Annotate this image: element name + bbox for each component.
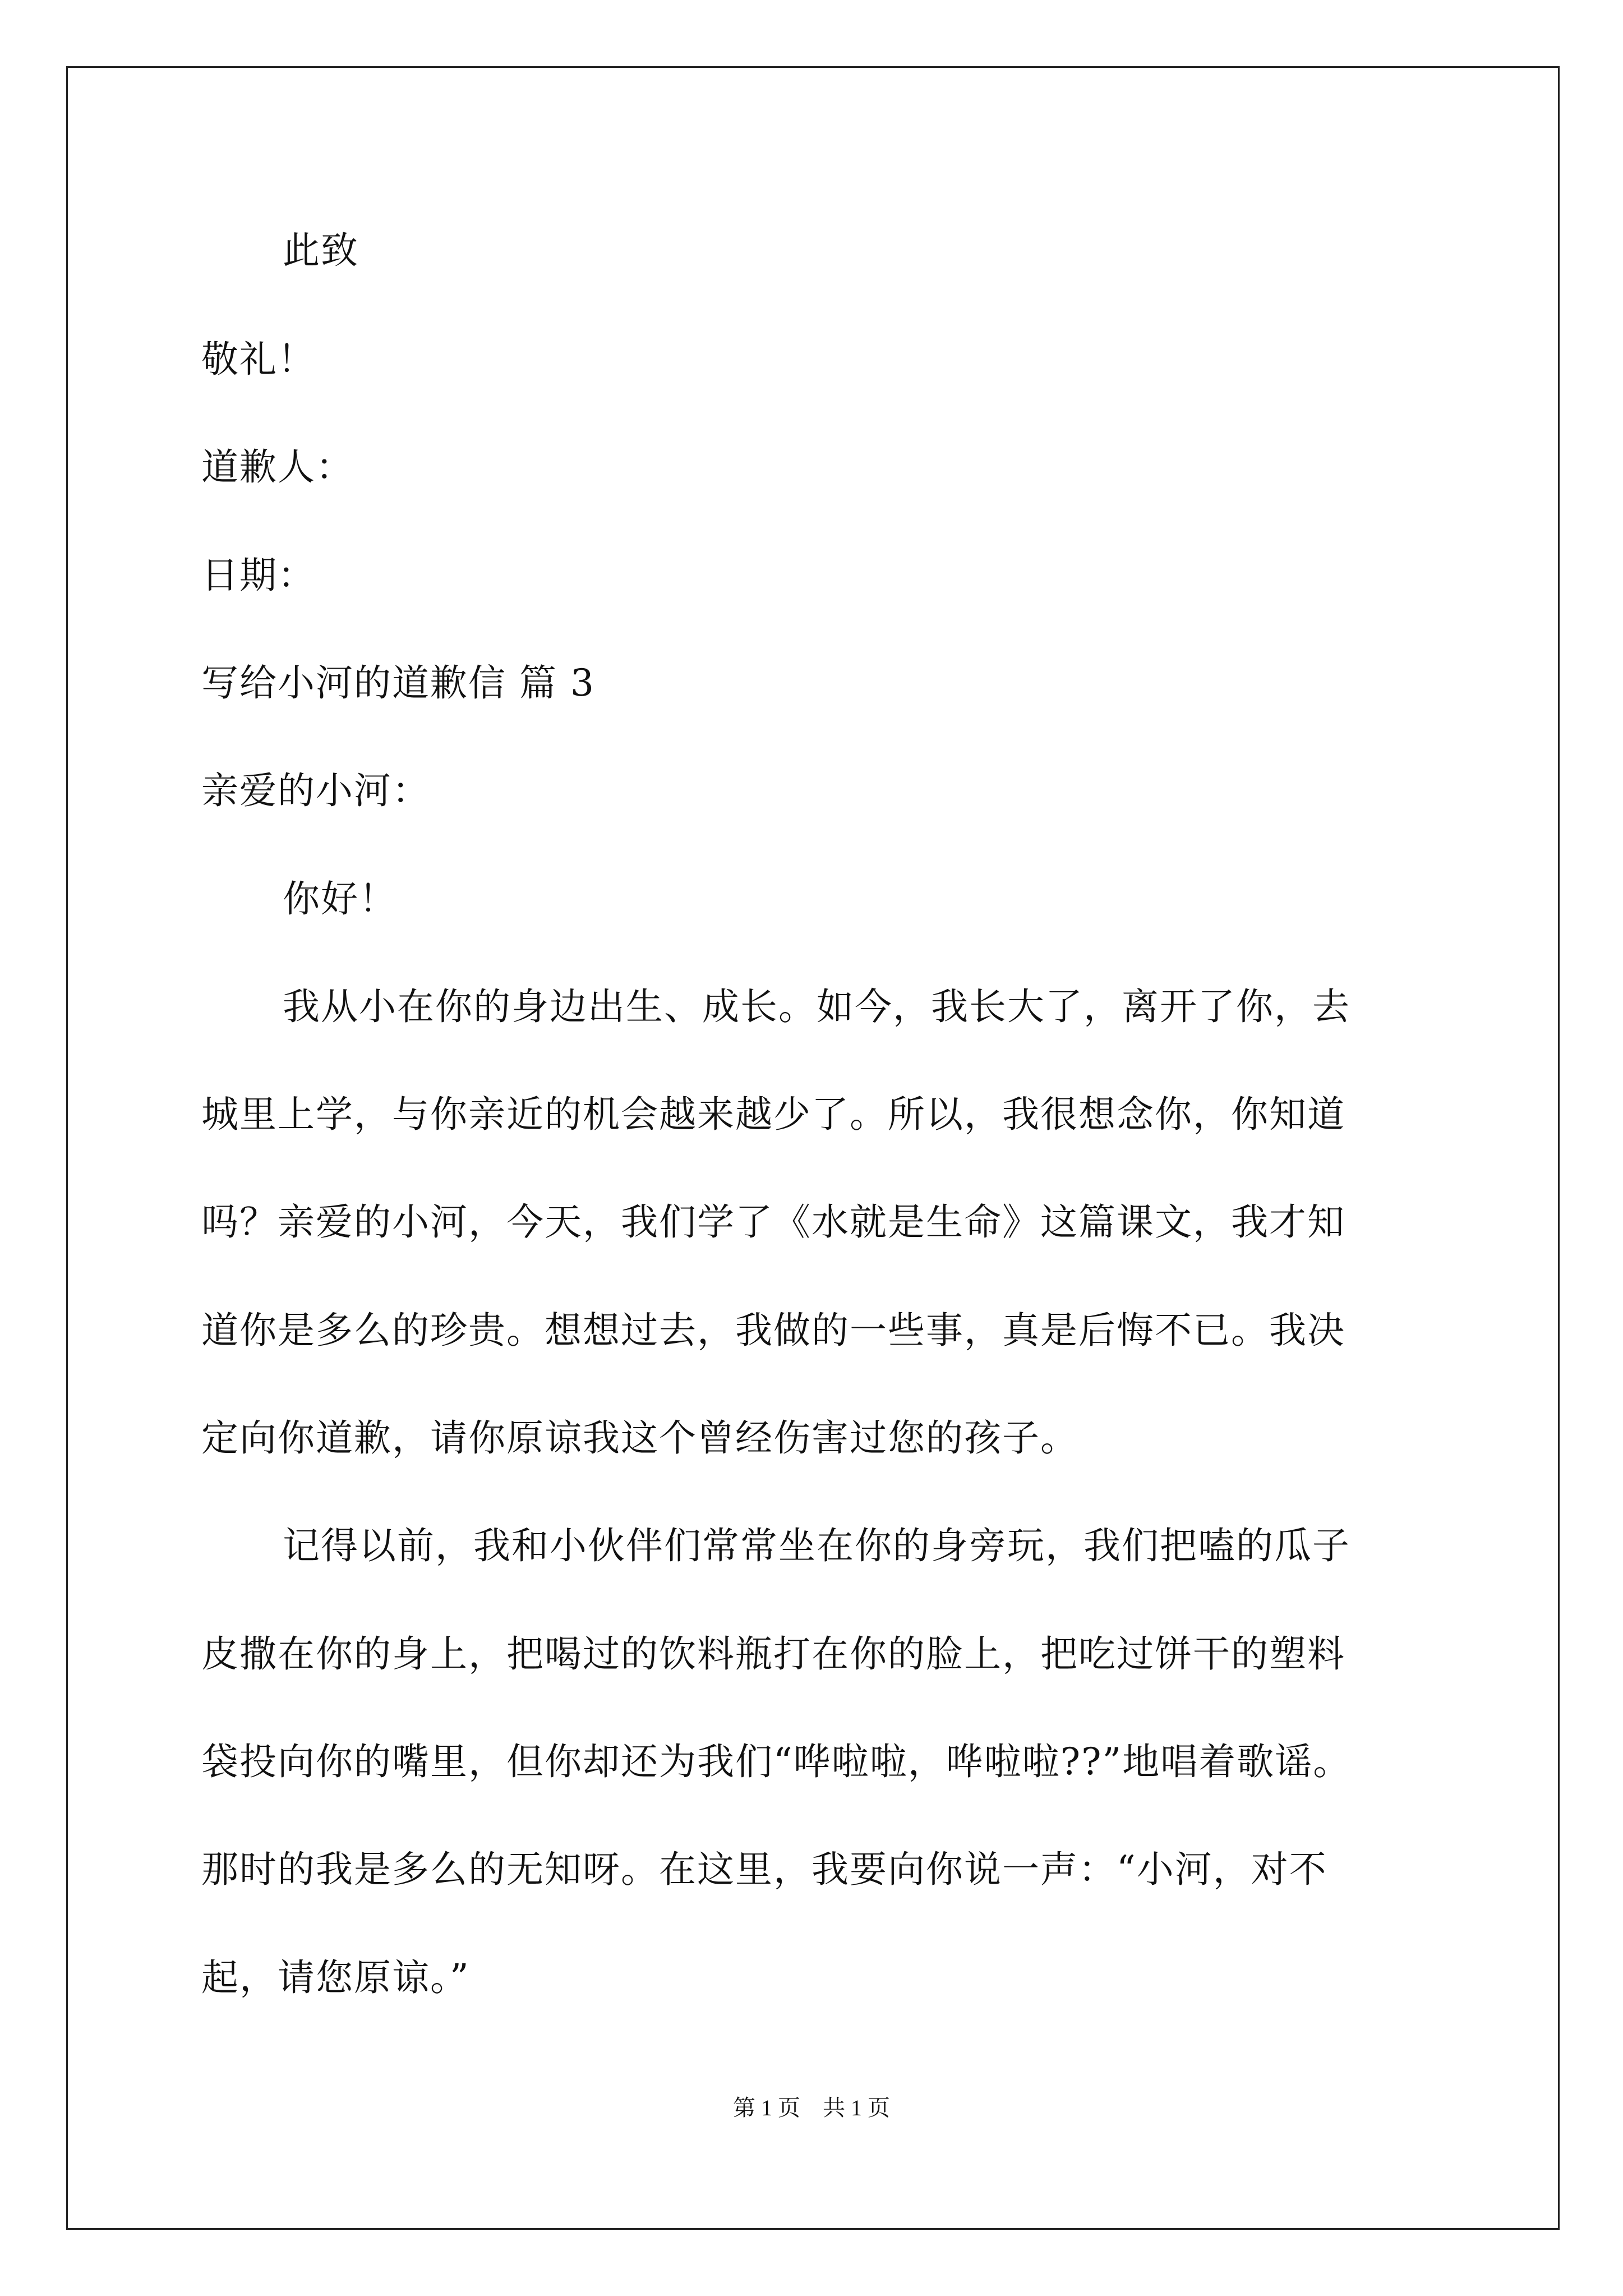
- greeting-line: 亲爱的小河：: [201, 769, 430, 812]
- paragraph1-line: 定向你道歉，请你原谅我这个曾经伤害过您的孩子。: [201, 1416, 1078, 1460]
- paragraph1-line: 城里上学，与你亲近的机会越来越少了。所以，我很想念你，你知道: [201, 1093, 1345, 1136]
- paragraph1-line: 道你是多么的珍贵。想想过去，我做的一些事，真是后悔不已。我决: [201, 1309, 1345, 1352]
- paragraph2-line: 起，请您原谅。”: [201, 1956, 470, 1999]
- paragraph2-line: 那时的我是多么的无知呀。在这里，我要向你说一声：“小河，对不: [201, 1848, 1327, 1891]
- section-title: 写给小河的道歉信 篇 3: [201, 661, 595, 705]
- page-border: [66, 66, 1560, 2230]
- paragraph2-line: 记得以前，我和小伙伴们常常坐在你的身旁玩，我们把嗑的瓜子: [283, 1524, 1350, 1567]
- paragraph1-line: 吗？亲爱的小河，今天，我们学了《水就是生命》这篇课文，我才知: [201, 1200, 1345, 1244]
- signer-label: 道歉人：: [201, 445, 354, 489]
- hello-line: 你好！: [283, 877, 397, 921]
- paragraph2-line: 皮撒在你的身上，把喝过的饮料瓶打在你的脸上，把吃过饼干的塑料: [201, 1632, 1345, 1676]
- date-label: 日期：: [201, 554, 316, 597]
- page-footer: 第 1 页 共 1 页: [733, 2095, 890, 2120]
- paragraph1-line: 我从小在你的身边出生、成长。如今，我长大了，离开了你，去: [283, 985, 1350, 1028]
- closing-line: 此致: [283, 229, 359, 272]
- salute-line: 敬礼！: [201, 338, 316, 381]
- paragraph2-line: 袋投向你的嘴里，但你却还为我们“哗啦啦，哗啦啦??”地唱着歌谣。: [201, 1740, 1352, 1783]
